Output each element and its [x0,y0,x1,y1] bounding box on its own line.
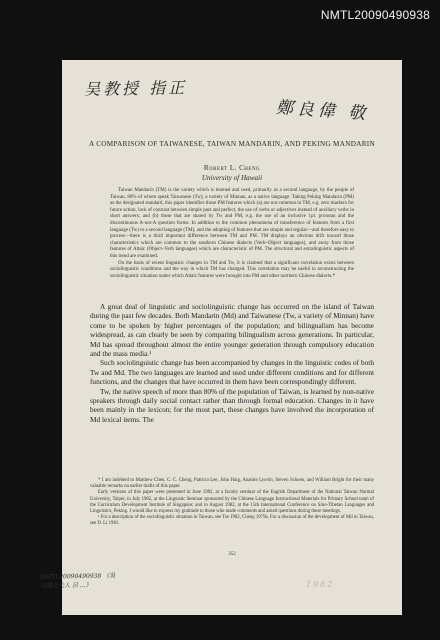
abstract-paragraph: Taiwan Mandarin (TM) is the variety which is learned and used, primarily as a second language, by the people of Taiwan, 80% of whom speak Taiwanese (Tw), a variety of Minnan, as a native language. Taking Peking Mandarin (PM) as the designated standard, this paper identifies those PM features which (a) are not common in TM, e.g. zero markers for future action, lack of contrast between simple past and perfect, the use of verbs or adjectives instead of auxiliary verbs in short answers; and (b) those that are shared by Tw and PM, e.g. the use of an inclusive 1pl. pronoun and the discontinuous A-not-A question forms. In addition to the common phenomena of transference of features from a first language (Tw) to a second language (TM), and the adopting of features that are simple and regular—and therefore easy to process—there is a third important difference between TM and PM. TM displays an obvious drift toward those characteristics which are common to the southern Chinese dialects (Verb–Object languages), and away from those features of Altaic (Object–Verb languages) which are characteristic of PM. The structural and extralinguistic aspects of this trend are examined. [110,188,354,259]
archive-id-label: NMTL20090490938 [320,8,430,22]
footnote: * I am indebted to Matthew Chen, C. C. Cheng, Patricia Lee, John Haig, Anatole Lyovin, Steven Schoen, and William Bright for their many valuable remarks on earlier drafts of this paper. [90,478,374,490]
body-paragraph: Tw, the native speech of more than 80% of the population of Taiwan, is learned by non-native speakers through daily social contact rather than through formal education. Changes in it have been mainly in the lexicon; for the most part, these changes have involved the incorporation of Md lexical items. The [90,386,374,424]
footnotes [90,478,374,528]
paper-author: Robert L. Cheng [203,164,261,172]
handwritten-archive-note: NMTL20090490938 《吳守禮及夫人 呂 ...》 [39,572,116,590]
handwritten-dedication: 吴教授 指正 [83,78,188,99]
footnote: Early versions of this paper were presented in June 1982, at a faculty seminar of the English Department of the National Taiwan Normal University, Taipei; in July 1982, at the Linguistic Seminar sponsored by the Chinese Language Instructional Materials for Primary School team of the Curriculum Development Institute of Singapore; and in August 1982, at the 15th International Conference on Sino-Tibetan Languages and Linguistics, Peking. I would like to express my gratitude to those who made comments and asked questions during these meetings. [90,490,374,515]
body-paragraph: Such sociolinguistic change has been accompanied by changes in the linguistic codes of both Tw and Md. The two languages are learned and used under different conditions and for different functions, and the changes that have occurred in them have been correspondingly different. [90,358,374,387]
document-page [39,60,402,615]
abstract [110,188,354,280]
handwritten-signature: 鄭良偉 敬 [275,97,370,125]
body-paragraph: A great deal of linguistic and sociolinguistic change has occurred on the island of Taiwan during the past few decades. Both Mandarin (Md) and Taiwanese (Tw, a variety of Minnan) have come to be spoken by higher percentages of the population; and bilingualism has become widespread, as can clearly be seen by comparing bilingualism across generations. In particular, Md has spread throughout almost the entire younger generation through compulsory education and the mass media.¹ [90,302,374,359]
paper-affiliation: University of Hawaii [201,174,263,182]
paper-title: A COMPARISON OF TAIWANESE, TAIWAN MANDARIN, AND PEKING MANDARIN [89,140,375,148]
faint-pencil-note: 1982 [306,580,335,589]
abstract-paragraph: On the basis of recent linguistic changes in TM and Tw, it is claimed that a significant correlation exists between sociolinguistic conditions and the way in which TM has changed. This correlation may be useful in reconstructing the sociolinguistic situation under which Altaic features were brought into PM and other northern Chinese dialects.* [110,260,354,279]
footnote: ¹ For a description of the sociolinguistic situation in Taiwan, see Tse 1982, Cheng 1979a. For a discussion of the development of Md in Taiwan, see D. Li 1981. [90,515,374,527]
page-number: 352 [228,552,236,557]
body-text [90,302,374,424]
